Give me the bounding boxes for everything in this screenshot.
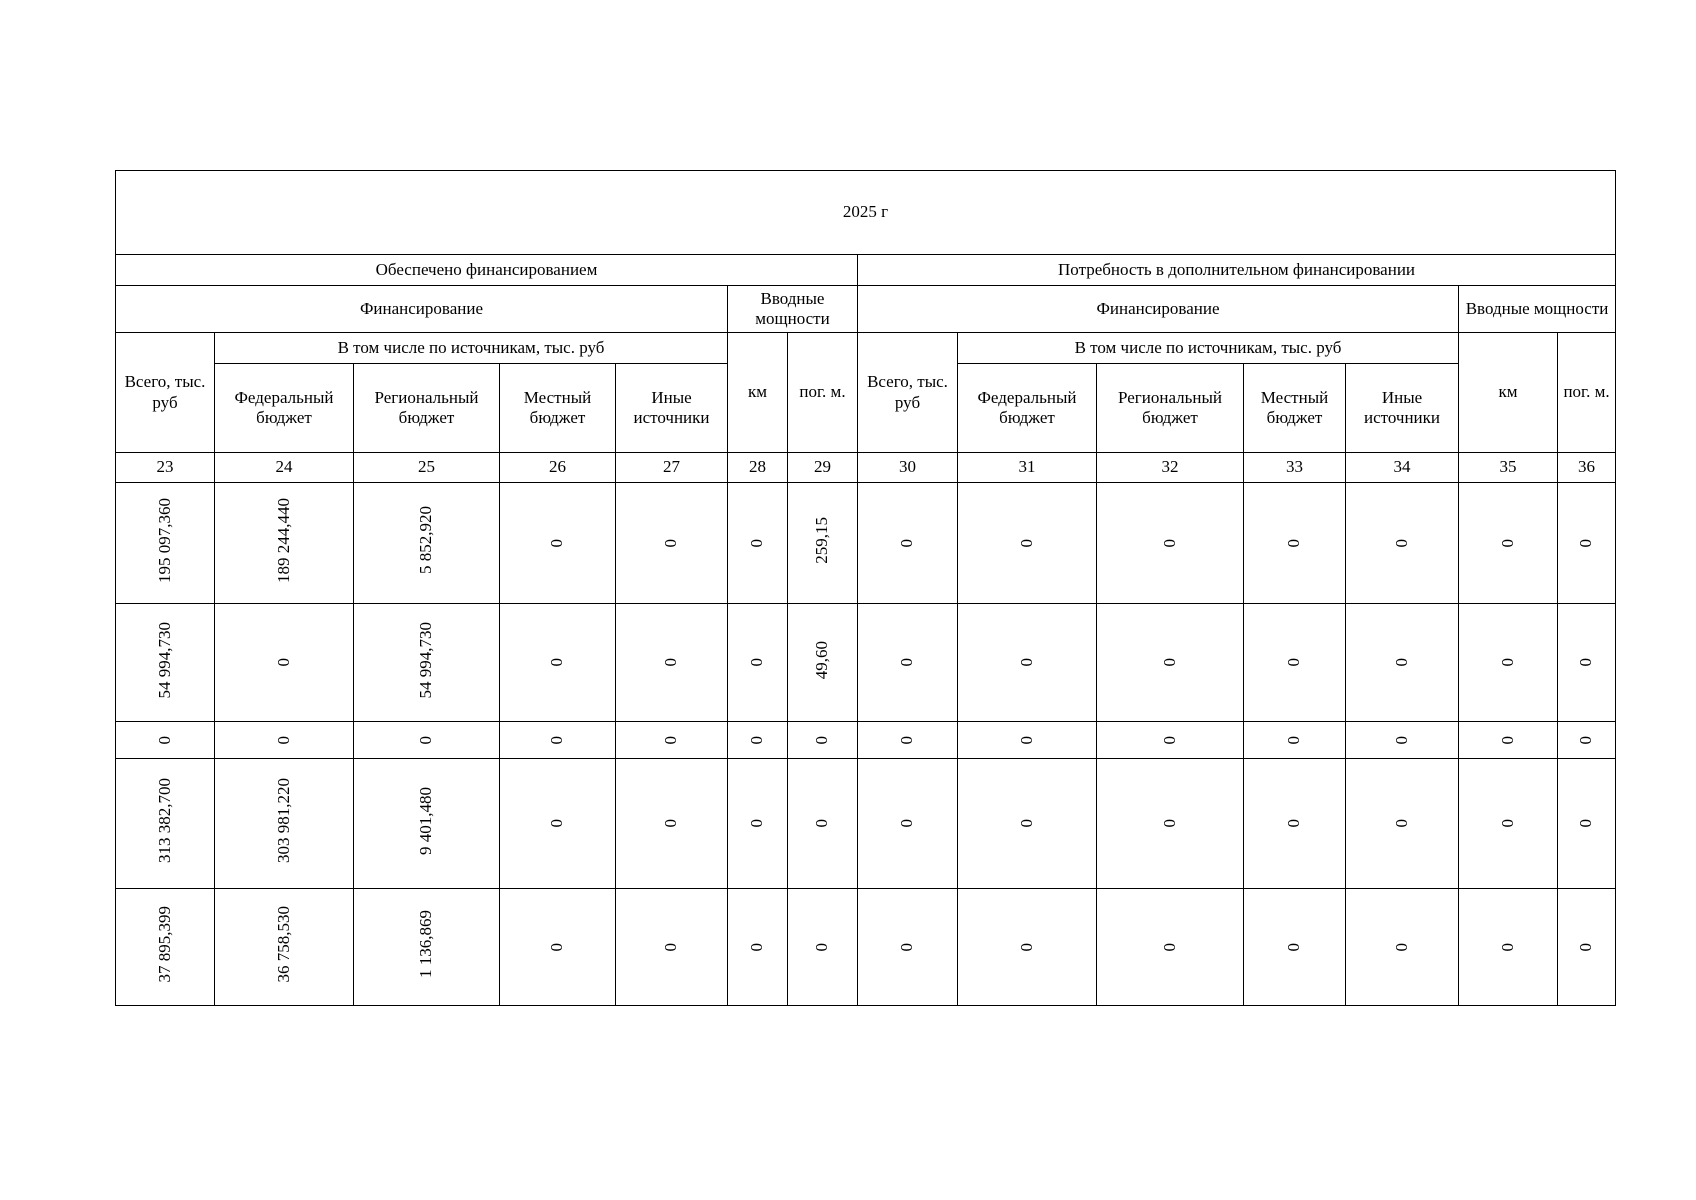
- cell-value: 0: [661, 819, 681, 828]
- cell-value: 0: [661, 942, 681, 952]
- table-cell: [1097, 759, 1244, 889]
- cell-value: 0: [1159, 735, 1179, 745]
- table-cell: [1346, 722, 1459, 759]
- need-pog-m-header: пог. м.: [1558, 333, 1616, 453]
- table-cell: [1244, 889, 1346, 1006]
- table-cell: [728, 722, 788, 759]
- table-cell: [1459, 483, 1558, 604]
- table-cell: [858, 722, 958, 759]
- cell-value: 0: [547, 819, 567, 828]
- cell-value: 0: [1284, 658, 1304, 667]
- column-number-cell: 32: [1097, 453, 1244, 483]
- table-cell: [215, 722, 354, 759]
- column-number-cell: 29: [788, 453, 858, 483]
- need-capacity-subheader: Вводные мощности: [1459, 286, 1616, 333]
- table-cell: [1244, 604, 1346, 722]
- table-cell: [616, 722, 728, 759]
- cell-value: 0: [1391, 658, 1411, 667]
- table-cell: [1558, 604, 1616, 722]
- secured-federal-header: Федеральный бюджет: [215, 364, 354, 453]
- table-cell: [215, 889, 354, 1006]
- need-other-header: Иные источники: [1346, 364, 1459, 453]
- cell-value: 36 758,530: [273, 906, 293, 983]
- cell-value: 0: [897, 538, 917, 548]
- cell-value: 37 895,399: [154, 906, 174, 983]
- table-cell: [354, 759, 500, 889]
- cell-value: 54 994,730: [154, 621, 174, 699]
- cell-value: 0: [1016, 819, 1036, 828]
- column-number-cell: 33: [1244, 453, 1346, 483]
- table-cell: [1244, 483, 1346, 604]
- table-cell: [788, 604, 858, 722]
- column-number-row: [116, 453, 1616, 483]
- table-cell: [354, 604, 500, 722]
- cell-value: 0: [154, 735, 174, 745]
- cell-value: 0: [661, 735, 681, 745]
- table-cell: [1346, 604, 1459, 722]
- cell-value: 0: [273, 658, 293, 667]
- table-cell: [858, 759, 958, 889]
- table-cell: [616, 759, 728, 889]
- table-cell: [958, 722, 1097, 759]
- cell-value: 5 852,920: [416, 506, 436, 575]
- table-cell: [1558, 722, 1616, 759]
- table-cell: [1097, 604, 1244, 722]
- financing-table: [115, 170, 1616, 1006]
- table-cell: [1558, 483, 1616, 604]
- column-number-cell: 34: [1346, 453, 1459, 483]
- cell-value: 0: [1497, 538, 1517, 548]
- cell-value: 0: [547, 538, 567, 548]
- need-local-header: Местный бюджет: [1244, 364, 1346, 453]
- table-cell: [1558, 889, 1616, 1006]
- table-cell: [958, 889, 1097, 1006]
- cell-value: 0: [1576, 942, 1596, 952]
- cell-value: 0: [747, 735, 767, 745]
- table-cell: [728, 483, 788, 604]
- table-cell: [215, 759, 354, 889]
- column-number-cell: 31: [958, 453, 1097, 483]
- secured-pog-m-header: пог. м.: [788, 333, 858, 453]
- table-cell: [728, 889, 788, 1006]
- table-cell: [116, 604, 215, 722]
- cell-value: 0: [812, 942, 832, 952]
- cell-value: 0: [747, 658, 767, 667]
- cell-value: 0: [1391, 735, 1411, 745]
- cell-value: 0: [661, 658, 681, 667]
- need-regional-header: Региональный бюджет: [1097, 364, 1244, 453]
- cell-value: 0: [897, 942, 917, 952]
- table-cell: [1346, 889, 1459, 1006]
- column-number-cell: 23: [116, 453, 215, 483]
- cell-value: 0: [812, 735, 832, 745]
- secured-financing-header: Обеспечено финансированием: [116, 255, 858, 286]
- cell-value: 0: [1497, 819, 1517, 828]
- table-cell: [1244, 759, 1346, 889]
- cell-value: 0: [1016, 538, 1036, 548]
- table-cell: [788, 759, 858, 889]
- table-cell: [858, 604, 958, 722]
- cell-value: 0: [747, 942, 767, 952]
- cell-value: 0: [1284, 538, 1304, 548]
- cell-value: 0: [897, 735, 917, 745]
- cell-value: 49,60: [812, 640, 832, 679]
- cell-value: 0: [1284, 819, 1304, 828]
- cell-value: 0: [1016, 735, 1036, 745]
- cell-value: 0: [897, 658, 917, 667]
- cell-value: 0: [1576, 658, 1596, 667]
- table-cell: [354, 483, 500, 604]
- cell-value: 0: [1497, 658, 1517, 667]
- secured-other-header: Иные источники: [616, 364, 728, 453]
- cell-value: 0: [1159, 538, 1179, 548]
- secured-sources-header: В том числе по источникам, тыс. руб: [215, 333, 728, 364]
- column-number-cell: 35: [1459, 453, 1558, 483]
- table-cell: [616, 604, 728, 722]
- cell-value: 0: [1497, 942, 1517, 952]
- table-row: [116, 483, 1616, 604]
- cell-value: 0: [1159, 942, 1179, 952]
- cell-value: 0: [1391, 538, 1411, 548]
- table-cell: [500, 722, 616, 759]
- table-cell: [788, 722, 858, 759]
- cell-value: 0: [1391, 942, 1411, 952]
- column-number-cell: 30: [858, 453, 958, 483]
- table-cell: [1244, 722, 1346, 759]
- table-cell: [858, 889, 958, 1006]
- table-cell: [215, 483, 354, 604]
- table-cell: [500, 604, 616, 722]
- table-cell: [616, 483, 728, 604]
- table-cell: [1097, 722, 1244, 759]
- table-cell: [116, 483, 215, 604]
- table-cell: [1459, 722, 1558, 759]
- table-cell: [788, 889, 858, 1006]
- table-cell: [116, 889, 215, 1006]
- table-cell: [728, 604, 788, 722]
- need-sources-header: В том числе по источникам, тыс. руб: [958, 333, 1459, 364]
- cell-value: 189 244,440: [273, 497, 293, 583]
- need-km-header: км: [1459, 333, 1558, 453]
- cell-value: 0: [1016, 658, 1036, 667]
- secured-regional-header: Региональный бюджет: [354, 364, 500, 453]
- secured-financing-subheader: Финансирование: [116, 286, 728, 333]
- cell-value: 303 981,220: [273, 778, 293, 864]
- column-number-cell: 25: [354, 453, 500, 483]
- cell-value: 313 382,700: [154, 778, 174, 864]
- table-row: [116, 604, 1616, 722]
- table-cell: [1097, 483, 1244, 604]
- cell-value: 54 994,730: [416, 621, 436, 699]
- cell-value: 0: [1391, 819, 1411, 828]
- secured-km-header: км: [728, 333, 788, 453]
- cell-value: 0: [747, 819, 767, 828]
- column-number-cell: 27: [616, 453, 728, 483]
- cell-value: 0: [273, 735, 293, 745]
- cell-value: 1 136,869: [416, 910, 436, 979]
- table-cell: [354, 722, 500, 759]
- table-cell: [958, 604, 1097, 722]
- secured-capacity-subheader: Вводные мощности: [728, 286, 858, 333]
- column-number-cell: 36: [1558, 453, 1616, 483]
- cell-value: 0: [897, 819, 917, 828]
- column-number-cell: 26: [500, 453, 616, 483]
- cell-value: 0: [547, 942, 567, 952]
- table-cell: [958, 759, 1097, 889]
- cell-value: 0: [1497, 735, 1517, 745]
- cell-value: 0: [416, 735, 436, 745]
- table-cell: [1459, 889, 1558, 1006]
- table-cell: [500, 759, 616, 889]
- table-cell: [500, 889, 616, 1006]
- table-cell: [788, 483, 858, 604]
- table-row: [116, 722, 1616, 759]
- cell-value: 0: [1576, 538, 1596, 548]
- cell-value: 0: [1576, 819, 1596, 828]
- cell-value: 0: [1159, 819, 1179, 828]
- need-federal-header: Федеральный бюджет: [958, 364, 1097, 453]
- table-cell: [1346, 759, 1459, 889]
- cell-value: 9 401,480: [416, 786, 436, 855]
- cell-value: 0: [661, 538, 681, 548]
- cell-value: 0: [1016, 942, 1036, 952]
- column-number-cell: 28: [728, 453, 788, 483]
- cell-value: 0: [547, 658, 567, 667]
- table-cell: [116, 722, 215, 759]
- table-cell: [1459, 759, 1558, 889]
- table-cell: [1558, 759, 1616, 889]
- secured-total-header: Всего, тыс. руб: [116, 333, 215, 453]
- cell-value: 0: [812, 819, 832, 828]
- table-cell: [728, 759, 788, 889]
- table-cell: [1346, 483, 1459, 604]
- year-header: 2025 г: [116, 171, 1616, 255]
- cell-value: 0: [1284, 735, 1304, 745]
- table-cell: [215, 604, 354, 722]
- cell-value: 195 097,360: [154, 497, 174, 583]
- cell-value: 0: [1576, 735, 1596, 745]
- cell-value: 0: [1159, 658, 1179, 667]
- secured-local-header: Местный бюджет: [500, 364, 616, 453]
- table-cell: [958, 483, 1097, 604]
- table-row: [116, 759, 1616, 889]
- cell-value: 0: [547, 735, 567, 745]
- cell-value: 0: [1284, 942, 1304, 952]
- need-total-header: Всего, тыс. руб: [858, 333, 958, 453]
- table-cell: [858, 483, 958, 604]
- table-cell: [500, 483, 616, 604]
- table-cell: [116, 759, 215, 889]
- need-financing-subheader: Финансирование: [858, 286, 1459, 333]
- table-cell: [1459, 604, 1558, 722]
- table-cell: [1097, 889, 1244, 1006]
- column-number-cell: 24: [215, 453, 354, 483]
- additional-financing-need-header: Потребность в дополнительном финансировании: [858, 255, 1616, 286]
- cell-value: 0: [747, 538, 767, 548]
- cell-value: 259,15: [812, 516, 832, 564]
- table-cell: [616, 889, 728, 1006]
- table-row: [116, 889, 1616, 1006]
- table-cell: [354, 889, 500, 1006]
